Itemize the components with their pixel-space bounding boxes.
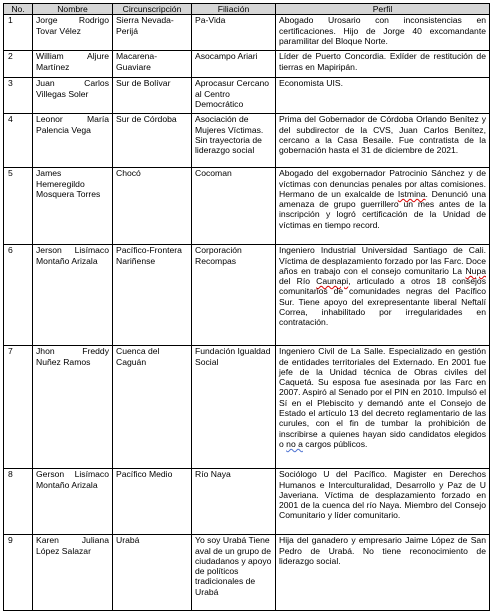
cell-perfil: Líder de Puerto Concordia. Exlíder de restitución de tierras en Mapiripán. xyxy=(276,51,490,78)
cell-no: 4 xyxy=(4,114,33,168)
cell-filiacion: Asociación de Mujeres Víctimas. Sin trayectoria de liderazgo social xyxy=(192,114,276,168)
cell-circunscripcion: Chocó xyxy=(113,168,192,245)
cell-filiacion: Aprocasur Cercano al Centro Democrático xyxy=(192,78,276,114)
header-circunscripcion: Circunscripción xyxy=(113,4,192,15)
table-row xyxy=(4,78,490,114)
cell-nombre: Gerson Lisímaco Montaño Arizala xyxy=(33,469,113,535)
cell-perfil: Abogado Urosario con inconsistencias en certificaciones. Hijo de Jorge 40 excomandante paramilitar del Bloque Norte. xyxy=(276,15,490,51)
cell-nombre: Karen Juliana López Salazar xyxy=(33,535,113,611)
cell-no: 2 xyxy=(4,51,33,78)
cell-no: 7 xyxy=(4,346,33,469)
table-row xyxy=(4,168,490,245)
misspelled-word: Istmina xyxy=(397,188,426,199)
cell-no: 9 xyxy=(4,535,33,611)
cell-circunscripcion: Sierra Nevada-Perijá xyxy=(113,15,192,51)
table-row xyxy=(4,469,490,535)
cell-nombre: Jerson Lisímaco Montaño Arizala xyxy=(33,245,113,346)
cell-filiacion: Río Naya xyxy=(192,469,276,535)
grammar-flagged-phrase: no a xyxy=(286,438,303,449)
cell-filiacion: Cocoman xyxy=(192,168,276,245)
cell-circunscripcion: Sur de Bolívar xyxy=(113,78,192,114)
misspelled-word: Nupa xyxy=(465,265,486,276)
perfil-text: del Río xyxy=(279,276,317,287)
header-filiacion: Filiación xyxy=(192,4,276,15)
cell-no: 1 xyxy=(4,15,33,51)
cell-filiacion: Asocampo Ariari xyxy=(192,51,276,78)
cell-nombre: James Hemeregildo Mosquera Torres xyxy=(33,168,113,245)
table-row xyxy=(4,535,490,611)
cell-circunscripcion: Pacífico-Frontera Nariñense xyxy=(113,245,192,346)
table-row xyxy=(4,114,490,168)
perfil-text: , articulado a otros 18 consejos comunitarios de comunidades negras del Pacífico Sur. Tiene apoyo del exrepresentante liberal Neftalí Correa, inhabilitado por irregularidades en contratación. xyxy=(279,276,486,328)
cell-no: 8 xyxy=(4,469,33,535)
cell-nombre: Leonor María Palencia Vega xyxy=(33,114,113,168)
cell-nombre: Jhon Freddy Nuñez Ramos xyxy=(33,346,113,469)
table-row xyxy=(4,15,490,51)
cell-perfil: Prima del Gobernador de Córdoba Orlando Benítez y del subdirector de la CVS, Juan Carlos Benítez, cercano a la Casa Besaile. Fue contratista de la gobernación hasta el 31 de diciembre de 2021. xyxy=(276,114,490,168)
table-row xyxy=(4,245,490,346)
cell-nombre: Jorge Rodrigo Tovar Vélez xyxy=(33,15,113,51)
cell-no: 6 xyxy=(4,245,33,346)
cell-nombre: Juan Carlos Villegas Soler xyxy=(33,78,113,114)
cell-perfil xyxy=(276,346,490,469)
cell-perfil: Economista UIS. xyxy=(276,78,490,114)
perfil-text: cargos públicos. xyxy=(302,438,368,449)
table-row xyxy=(4,51,490,78)
cell-circunscripcion: Urabá xyxy=(113,535,192,611)
candidates-table xyxy=(3,3,490,611)
cell-circunscripcion: Sur de Córdoba xyxy=(113,114,192,168)
cell-perfil: Sociólogo U del Pacífico. Magister en Derechos Humanos e Interculturalidad, Desarrollo y Paz de U Javeriana. Víctima de desplazamiento forzado en 2001 de la cuenca del río Naya. Miembro del Consejo Comunitario y líder comunitario. xyxy=(276,469,490,535)
header-perfil: Perfil xyxy=(276,4,490,15)
header-no: No. xyxy=(4,4,33,15)
perfil-text: Ingeniero Civil de La Salle. Especializado en gestión de entidades territoriales del Externado. En 2001 fue jefe de la Unidad técnica de Obras civiles del Caquetá. Su esposa fue asesinada por las Farc en 2007. Aspiró al Senado por el PIN en 2010. Impulsó el Sí en el Plebiscito y demandó ante el Consejo de Estado el artículo 13 del decreto reglamentario de las curules, con el fin de tumbar la prohibición de inscribirse a quienes hayan sido candidatos elegidos o xyxy=(279,346,486,449)
cell-nombre: William Aljure Martínez xyxy=(33,51,113,78)
cell-filiacion: Fundación Igualdad Social xyxy=(192,346,276,469)
table-header-row xyxy=(4,4,490,15)
perfil-text: Ingeniero Industrial Universidad Santiago de Cali. Víctima de desplazamiento forzado por las Farc. Doce años en trabajo con el consejo comunitario La xyxy=(279,245,486,276)
cell-no: 5 xyxy=(4,168,33,245)
table-row xyxy=(4,346,490,469)
cell-filiacion: Yo soy Urabá Tiene aval de un grupo de ciudadanos y apoyo de políticos tradicionales de Urabá xyxy=(192,535,276,611)
cell-perfil xyxy=(276,245,490,346)
cell-filiacion: Pa-Vida xyxy=(192,15,276,51)
misspelled-word: Caunapi xyxy=(316,276,349,287)
cell-circunscripcion: Cuenca del Caguán xyxy=(113,346,192,469)
cell-perfil: Hija del ganadero y empresario Jaime López de San Pedro de Urabá. No tiene reconocimiento de liderazgo social. xyxy=(276,535,490,611)
header-nombre: Nombre xyxy=(33,4,113,15)
cell-circunscripcion: Pacífico Medio xyxy=(113,469,192,535)
cell-perfil xyxy=(276,168,490,245)
perfil-text: Abogado del exgobernador Patrocinio Sánchez y de víctimas con denuncias penales por altas comisiones. Hermano de un exalcalde de xyxy=(279,168,486,199)
cell-filiacion: Corporación Recompas xyxy=(192,245,276,346)
perfil-text: . Denunció una amenaza de grupo guerrillero un mes antes de la inscripción y logró certificación de la Unidad de víctimas en tiempo record. xyxy=(279,188,486,230)
cell-no: 3 xyxy=(4,78,33,114)
cell-circunscripcion: Macarena-Guaviare xyxy=(113,51,192,78)
